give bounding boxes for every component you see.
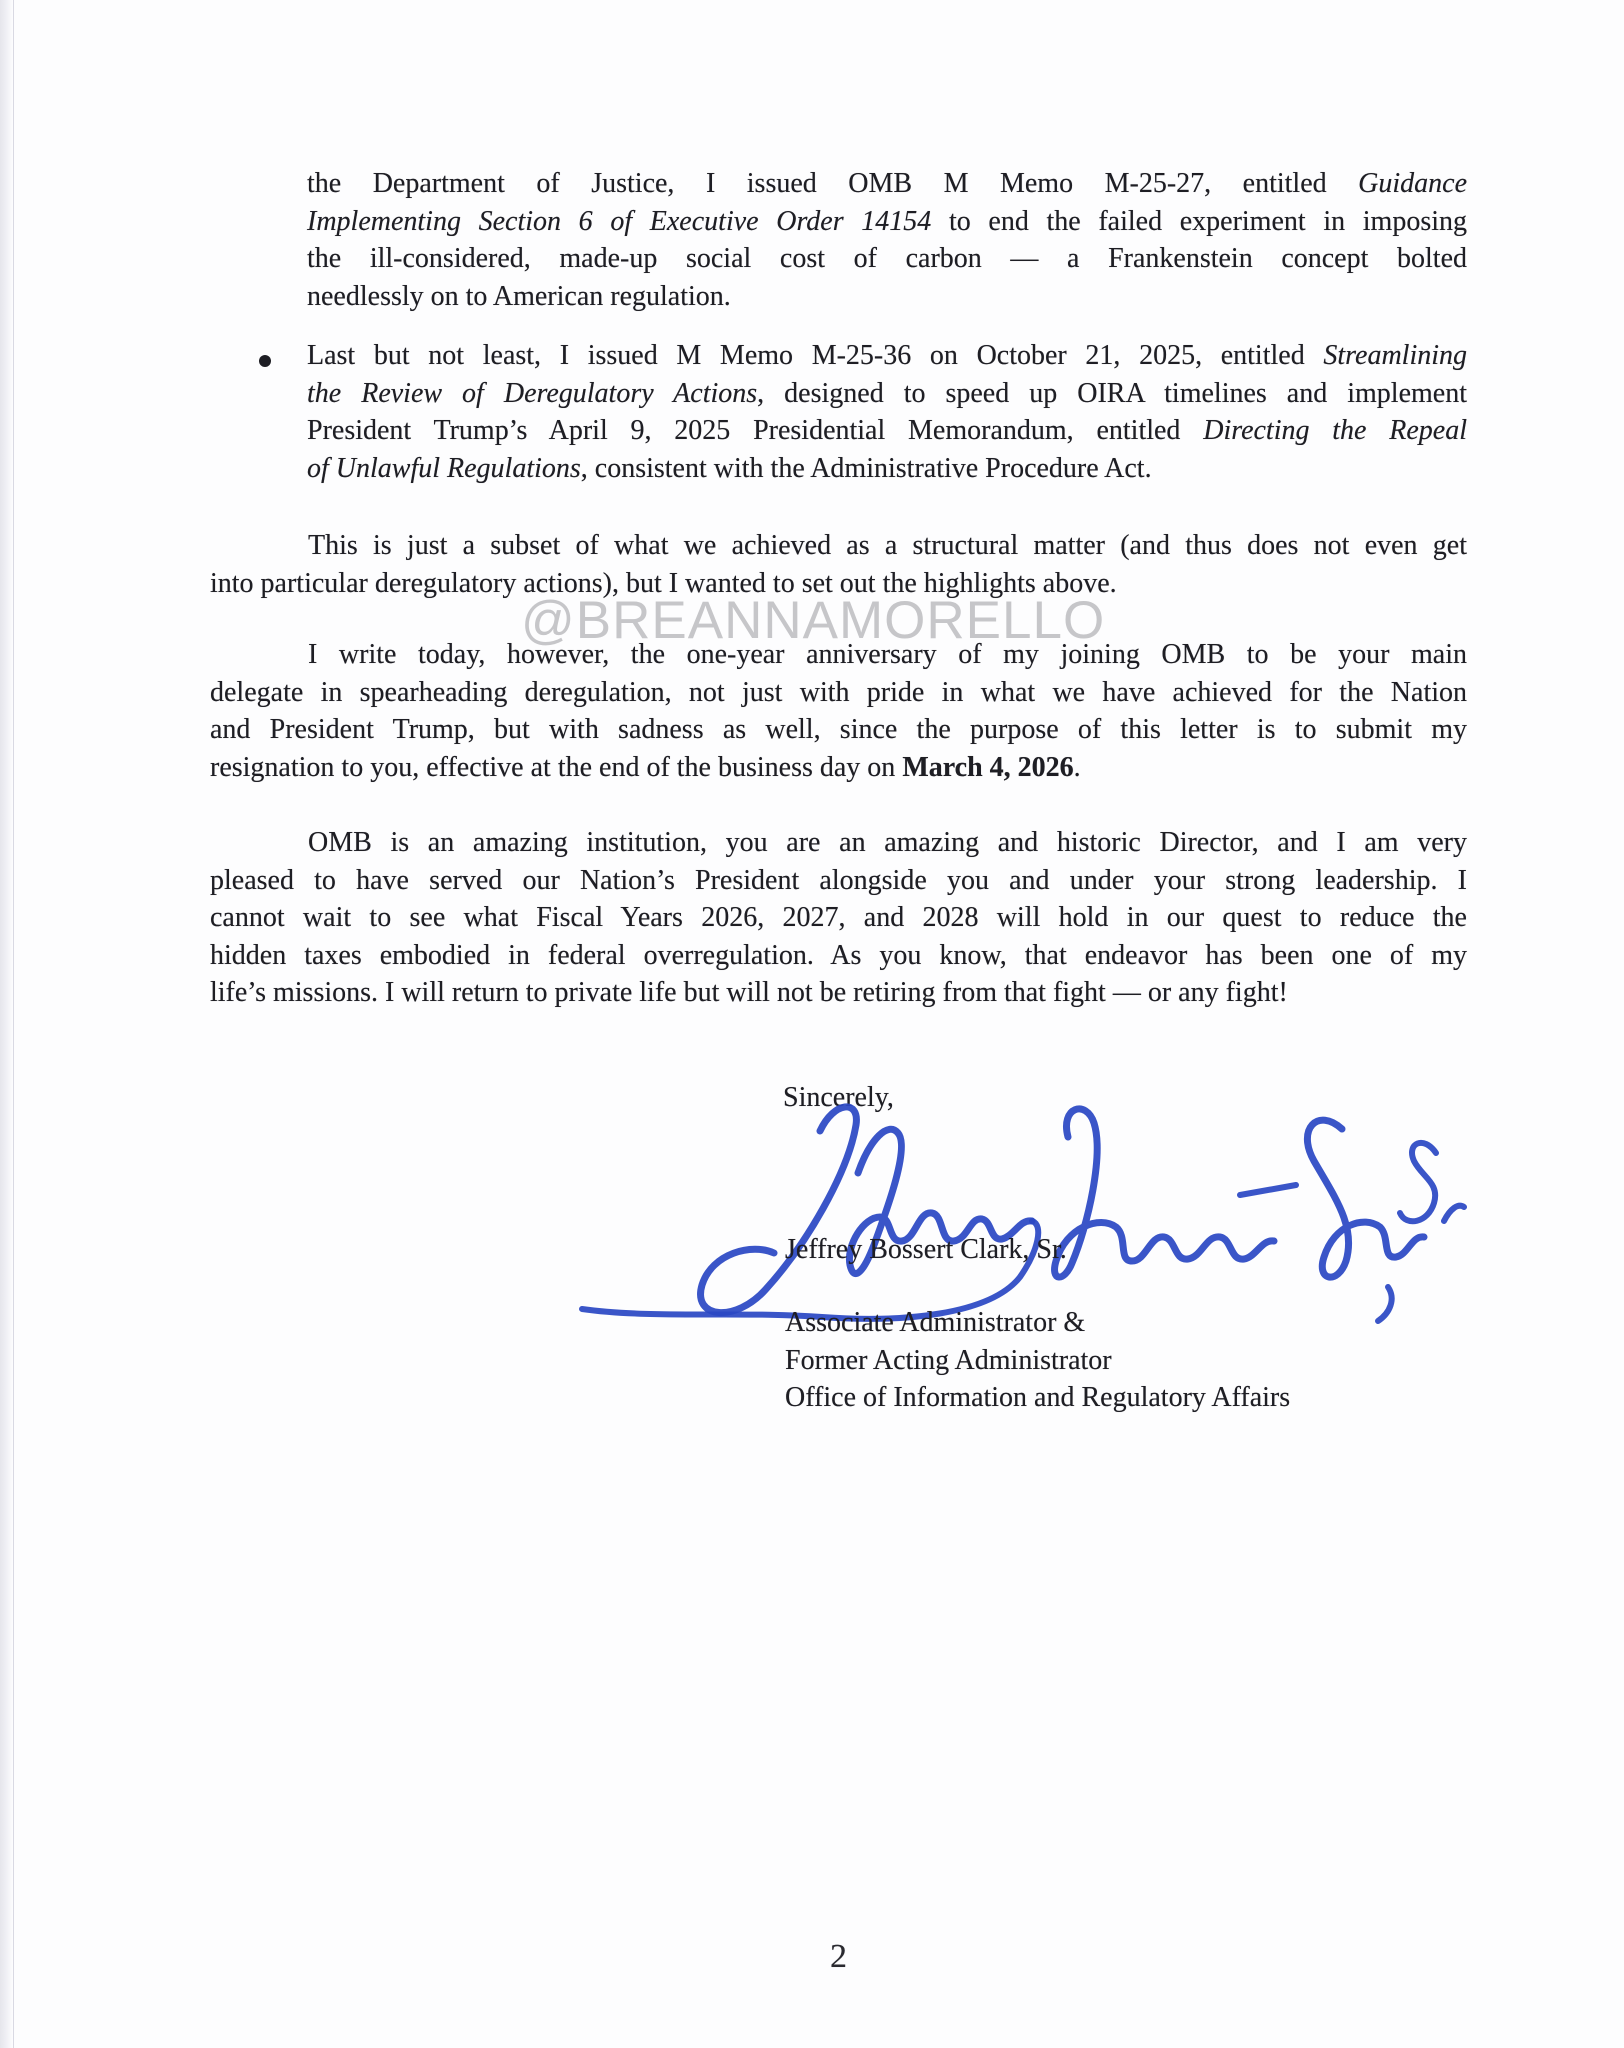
text-line: President Trump’s April 9, 2025 Presidential Memorandum, entitled Directing the Repeal [307, 415, 1467, 447]
text-line: resignation to you, effective at the end of the business day on March 4, 2026. [210, 751, 1081, 783]
text-line: This is just a subset of what we achieved as a structural matter (and thus does not even get [308, 530, 1467, 561]
text-line: I write today, however, the one-year anniversary of my joining OMB to be your main [308, 639, 1467, 670]
text-line: into particular deregulatory actions), but I wanted to set out the highlights above. [210, 567, 1117, 599]
text-line: OMB is an amazing institution, you are an amazing and historic Director, and I am very [308, 827, 1467, 858]
signatory-printed-name: Jeffrey Bossert Clark, Sr. [785, 1234, 1067, 1265]
text-line: cannot wait to see what Fiscal Years 2026, 2027, and 2028 will hold in our quest to reduce the [210, 902, 1467, 934]
text-line: and President Trump, but with sadness as well, since the purpose of this letter is to submit my [210, 714, 1467, 746]
page-number: 2 [830, 1938, 847, 1975]
bullet-item-text [307, 337, 1467, 487]
paragraph-resignation [210, 636, 1467, 786]
text-line: pleased to have served our Nation’s President alongside you and under your strong leadership. I [210, 864, 1467, 896]
text-line: hidden taxes embodied in federal overregulation. As you know, that endeavor has been one of my [210, 939, 1467, 971]
text-line: the Department of Justice, I issued OMB M Memo M-25-27, entitled Guidance [307, 168, 1467, 199]
text-line: of Unlawful Regulations, consistent with the Administrative Procedure Act. [307, 452, 1152, 484]
bullet-marker [259, 355, 271, 367]
signature-strokes [582, 1107, 1464, 1321]
paragraph-omb-praise [210, 824, 1467, 1012]
signatory-title-block [785, 1304, 1290, 1417]
text-line: the ill-considered, made-up social cost of carbon — a Frankenstein concept bolted [307, 243, 1467, 275]
signatory-title-line: Associate Administrator & [785, 1307, 1086, 1338]
scan-edge-shadow [0, 0, 14, 2048]
paragraph-bullet-continuation [307, 165, 1467, 315]
text-line: life’s missions. I will return to private life but will not be retiring from that fight — or any fight! [210, 977, 1288, 1009]
watermark-text: @BREANNAMORELLO [521, 591, 1106, 650]
text-line: the Review of Deregulatory Actions, designed to speed up OIRA timelines and implement [307, 377, 1467, 409]
text-line: delegate in spearheading deregulation, not just with pride in what we have achieved for the Nation [210, 676, 1467, 708]
text-line: Implementing Section 6 of Executive Order 14154 to end the failed experiment in imposing [307, 205, 1467, 237]
signature-handwriting [552, 1073, 1467, 1328]
closing-salutation: Sincerely, [783, 1082, 894, 1113]
signatory-title-line: Former Acting Administrator [785, 1344, 1112, 1376]
text-line: Last but not least, I issued M Memo M-25-36 on October 21, 2025, entitled Streamlining [307, 340, 1467, 371]
text-line: needlessly on to American regulation. [307, 280, 731, 312]
signatory-title-line: Office of Information and Regulatory Affairs [785, 1382, 1291, 1414]
